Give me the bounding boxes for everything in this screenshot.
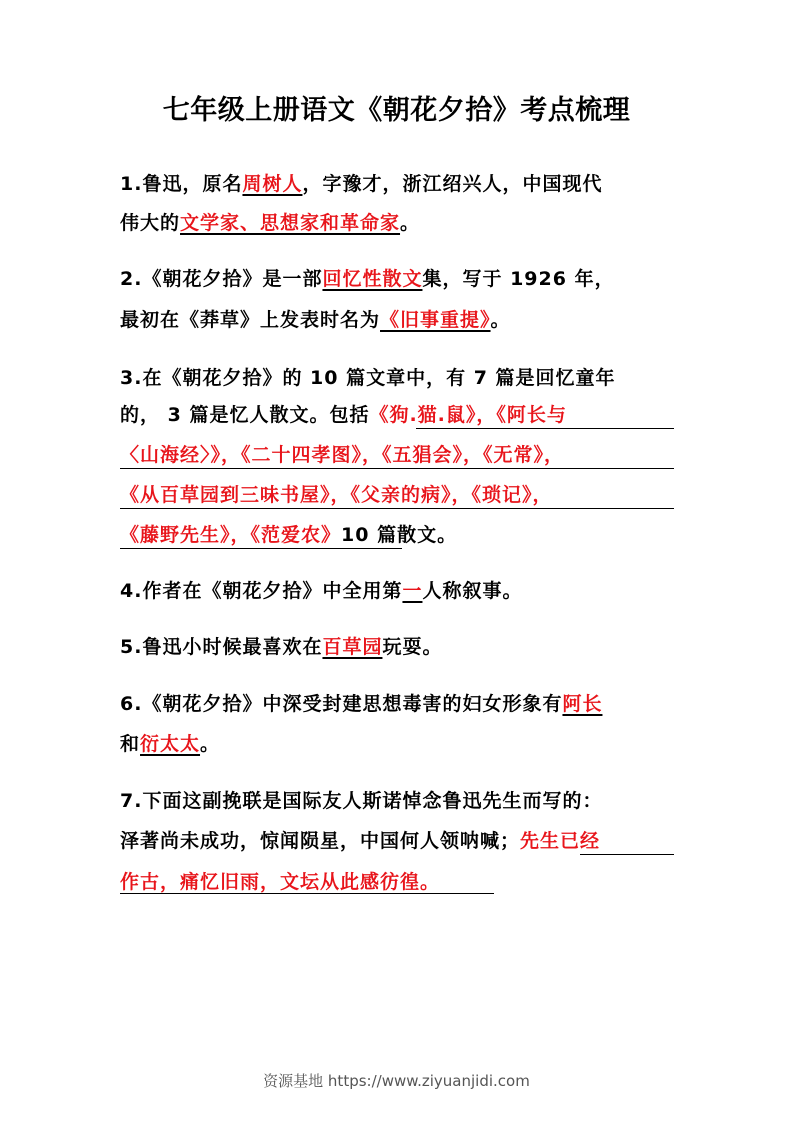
q2-text: 最初在《莽草》上发表时名为: [120, 309, 381, 331]
q7-line-1: 7.下面这副挽联是国际友人斯诺悼念鲁迅先生而写的：: [120, 790, 603, 812]
q7-underline-1: [580, 854, 674, 855]
q4-text: 4.作者在《朝花夕拾》中全用第: [120, 580, 403, 602]
q6-line-1: [120, 691, 676, 717]
q7-answer-part: 先生已经: [520, 830, 601, 852]
q3-line-3: 〈山海经〉》，《二十四孝图》，《五猖会》，《无常》，: [120, 444, 565, 466]
q3-line-5: [120, 522, 676, 548]
q5-line: [120, 634, 676, 660]
q3-underline-3: [120, 508, 674, 509]
q3-line-4: 《从百草园到三味书屋》，《父亲的病》，《琐记》，: [120, 484, 553, 506]
q3-text: 的， 3 篇是忆人散文。包括: [120, 404, 370, 426]
q5-text: 玩耍。: [382, 636, 443, 658]
q1-line-2: [120, 210, 676, 236]
q6-text: 和: [120, 733, 141, 755]
q2-line-2: [120, 307, 676, 333]
q3-answer-part: 《藤野先生》，《范爱农》: [120, 524, 342, 546]
q2-text: 2.《朝花夕拾》是一部: [120, 268, 323, 290]
q3-line-2: [120, 402, 676, 428]
q1-line-1: [120, 171, 676, 197]
q2-answer-genre: 回忆性散文: [322, 268, 423, 290]
q1-text: 伟大的: [120, 212, 181, 234]
q1-text: ，字豫才，浙江绍兴人，中国现代: [302, 173, 603, 195]
q6-text: 6.《朝花夕拾》中深受封建思想毒害的妇女形象有: [120, 693, 563, 715]
q2-text: 集，写于 1926 年，: [422, 268, 615, 290]
q1-answer-titles: 文学家、思想家和革命家: [180, 212, 401, 234]
q5-text: 5.鲁迅小时候最喜欢在: [120, 636, 323, 658]
q6-answer-1: 阿长: [562, 693, 603, 715]
q6-line-2: [120, 731, 676, 757]
q6-text: 。: [200, 733, 221, 755]
q2-text: 。: [490, 309, 511, 331]
q2-line-1: [120, 266, 676, 292]
q3-underline-4: [120, 548, 402, 549]
q3-underline-1: [416, 428, 674, 429]
q7-line-2: [120, 828, 676, 854]
q4-answer-person: 一: [402, 580, 423, 602]
q1-text: 1.鲁迅，原名: [120, 173, 243, 195]
q3-line-1: 3.在《朝花夕拾》的 10 篇文章中，有 7 篇是回忆童年: [120, 367, 616, 389]
page-title: 七年级上册语文《朝花夕拾》考点梳理: [162, 95, 631, 126]
q3-text: 10 篇散文。: [341, 524, 458, 546]
q5-answer-place: 百草园: [322, 636, 383, 658]
q7-line-3: 作古，痛忆旧雨，文坛从此感彷徨。: [120, 871, 441, 893]
q7-underline-2: [120, 893, 494, 894]
q3-answer-part: 《狗.猫.鼠》，《阿长与: [369, 404, 567, 426]
footer-watermark: 资源基地 https://www.ziyuanjidi.com: [263, 1072, 530, 1090]
q2-answer-original-title: 《旧事重提》: [380, 309, 491, 331]
q1-answer-name: 周树人: [242, 173, 303, 195]
q4-line: [120, 578, 676, 604]
q1-text: 。: [400, 212, 421, 234]
q6-answer-2: 衍太太: [140, 733, 201, 755]
q4-text: 人称叙事。: [422, 580, 523, 602]
q7-text: 泽著尚未成功，惊闻陨星，中国何人领呐喊；: [120, 830, 521, 852]
q3-underline-2: [120, 468, 674, 469]
